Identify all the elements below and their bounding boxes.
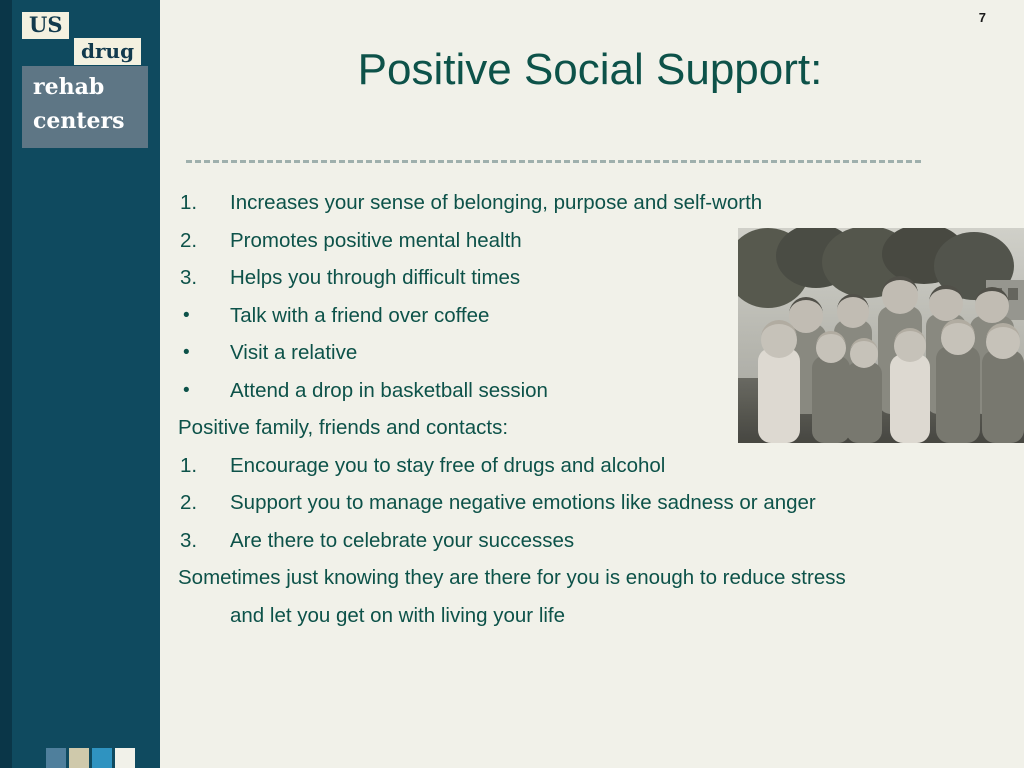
list-item xyxy=(178,447,1023,485)
logo xyxy=(22,8,148,150)
logo-text-rehab: rehab xyxy=(33,74,105,100)
page-number: 7 xyxy=(978,10,986,25)
list-item-text: Helps you through difficult times xyxy=(230,266,521,289)
list-item-text: Talk with a friend over coffee xyxy=(230,303,490,327)
list-item-text: Visit a relative xyxy=(230,341,358,364)
list-item-text: Support you to manage negative emotions like sadness or anger xyxy=(230,491,816,514)
sidebar-accent-stripe xyxy=(0,0,12,768)
list-marker: 2. xyxy=(180,491,198,514)
list-marker: 1. xyxy=(180,453,198,477)
logo-text-centers: centers xyxy=(33,108,125,134)
list-marker: 3. xyxy=(180,266,198,289)
list-item-text: Attend a drop in basketball session xyxy=(230,378,548,402)
list-item-text: Are there to celebrate your successes xyxy=(230,528,575,552)
closing-line-1: Sometimes just knowing they are there for you is enough to reduce stress xyxy=(178,566,846,589)
list-marker: • xyxy=(183,304,190,326)
section-label: Positive family, friends and contacts: xyxy=(178,416,509,439)
list-item-text: Increases your sense of belonging, purpose and self-worth xyxy=(230,191,763,214)
sidebar xyxy=(0,0,160,768)
list-marker: • xyxy=(183,379,190,401)
logo-text-drug: drug xyxy=(74,38,141,65)
square-white xyxy=(115,748,135,768)
footer-color-squares xyxy=(46,748,135,768)
list-marker: 2. xyxy=(180,228,198,252)
square-teal xyxy=(92,748,112,768)
dashed-divider xyxy=(186,160,921,163)
list-item xyxy=(178,522,1023,560)
square-beige xyxy=(69,748,89,768)
closing-line-2: and let you get on with living your life xyxy=(230,603,566,627)
list-item-text: Encourage you to stay free of drugs and alcohol xyxy=(230,453,666,477)
list-item-text: Promotes positive mental health xyxy=(230,228,522,252)
list-marker: 3. xyxy=(180,528,198,552)
list-marker: • xyxy=(183,342,190,363)
logo-text-us: US xyxy=(22,12,69,39)
list-item xyxy=(178,484,1023,522)
family-photo-image xyxy=(738,228,1024,443)
closing-paragraph xyxy=(178,559,1023,634)
page-title: Positive Social Support: xyxy=(357,45,823,94)
square-blue-dark xyxy=(46,748,66,768)
list-marker: 1. xyxy=(180,191,198,214)
family-photo xyxy=(738,228,1024,443)
list-item xyxy=(178,184,1023,222)
